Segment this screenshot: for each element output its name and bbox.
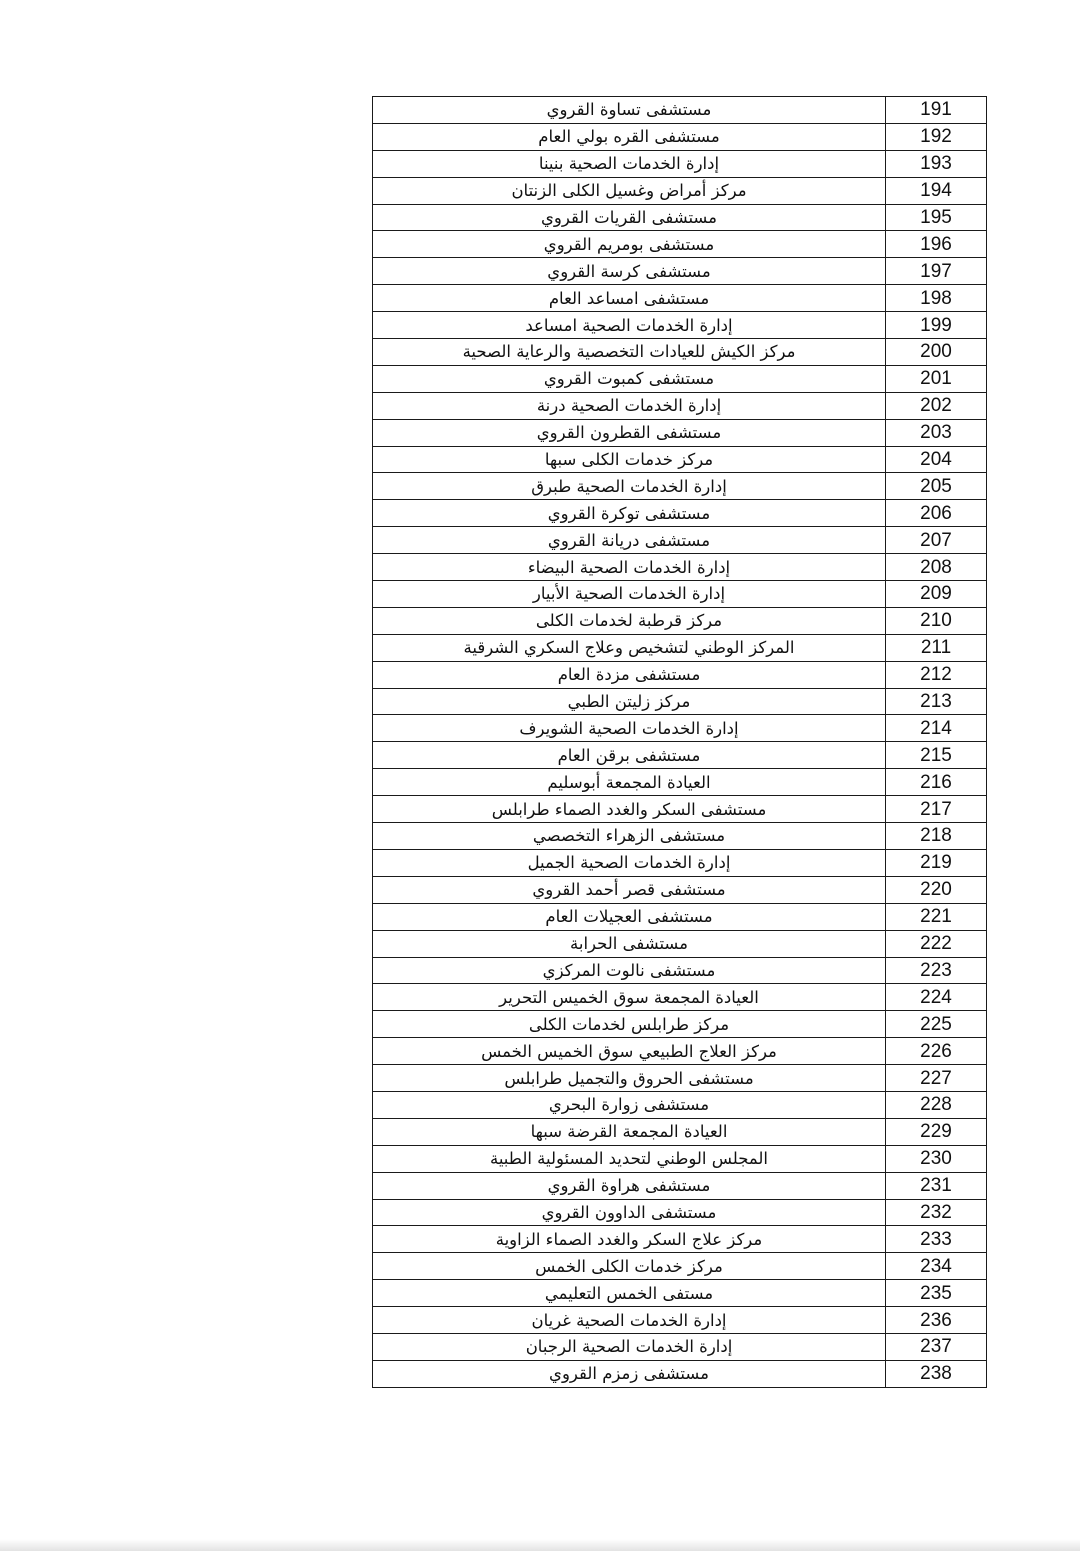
row-number: 225: [886, 1011, 987, 1038]
table-row: [373, 984, 987, 1011]
table-row: [373, 930, 987, 957]
row-number: 206: [886, 500, 987, 527]
facility-name: مركز الكيش للعيادات التخصصية والرعاية الصحية: [373, 339, 886, 366]
row-number: 230: [886, 1145, 987, 1172]
table-row: [373, 312, 987, 339]
table-row: [373, 419, 987, 446]
facility-table: [372, 96, 987, 1388]
table-row: [373, 688, 987, 715]
facility-name: مستشفى كرسة القروي: [373, 258, 886, 285]
facility-name: المجلس الوطني لتحديد المسئولية الطبية: [373, 1145, 886, 1172]
table-row: [373, 285, 987, 312]
row-number: 204: [886, 446, 987, 473]
facility-name: إدارة الخدمات الصحية درنة: [373, 392, 886, 419]
row-number: 214: [886, 715, 987, 742]
row-number: 226: [886, 1038, 987, 1065]
row-number: 233: [886, 1226, 987, 1253]
table-row: [373, 204, 987, 231]
table-row: [373, 1011, 987, 1038]
table-row: [373, 1091, 987, 1118]
facility-name: مركز خدمات الكلى الخمس: [373, 1253, 886, 1280]
facility-name: مركز العلاج الطبيعي سوق الخميس الخمس: [373, 1038, 886, 1065]
facility-name: مستشفى القريات القروي: [373, 204, 886, 231]
facility-name: مستشفى الزهراء التخصصي: [373, 823, 886, 850]
row-number: 222: [886, 930, 987, 957]
facility-name: مستشفى الحروق والتجميل طرابلس: [373, 1065, 886, 1092]
table-row: [373, 796, 987, 823]
table-row: [373, 339, 987, 366]
row-number: 238: [886, 1360, 987, 1387]
table-row: [373, 661, 987, 688]
row-number: 197: [886, 258, 987, 285]
row-number: 200: [886, 339, 987, 366]
facility-name: مستشفى الداوون القروي: [373, 1199, 886, 1226]
row-number: 218: [886, 823, 987, 850]
row-number: 234: [886, 1253, 987, 1280]
row-number: 219: [886, 849, 987, 876]
row-number: 192: [886, 123, 987, 150]
facility-name: مستشفى القره بولي العام: [373, 123, 886, 150]
table-row: [373, 903, 987, 930]
table-row: [373, 123, 987, 150]
row-number: 213: [886, 688, 987, 715]
facility-name: مستشفى الحرابة: [373, 930, 886, 957]
row-number: 203: [886, 419, 987, 446]
row-number: 232: [886, 1199, 987, 1226]
facility-name: مستشفى زمزم القروي: [373, 1360, 886, 1387]
table-row: [373, 258, 987, 285]
row-number: 207: [886, 527, 987, 554]
row-number: 198: [886, 285, 987, 312]
table-row: [373, 634, 987, 661]
table-row: [373, 554, 987, 581]
table-row: [373, 177, 987, 204]
table-row: [373, 1226, 987, 1253]
facility-name: إدارة الخدمات الصحية غريان: [373, 1307, 886, 1334]
facility-name: مستفى الخمس التعليمي: [373, 1280, 886, 1307]
table-row: [373, 1360, 987, 1387]
row-number: 220: [886, 876, 987, 903]
row-number: 236: [886, 1307, 987, 1334]
facility-name: العيادة المجمعة سوق الخميس التحرير: [373, 984, 886, 1011]
row-number: 199: [886, 312, 987, 339]
table-row: [373, 446, 987, 473]
table-row: [373, 1253, 987, 1280]
facility-name: العيادة المجمعة القرضة سبها: [373, 1118, 886, 1145]
facility-name: مركز أمراض وغسيل الكلى الزنتان: [373, 177, 886, 204]
facility-name: العيادة المجمعة أبوسليم: [373, 769, 886, 796]
table-row: [373, 527, 987, 554]
table-row: [373, 97, 987, 124]
table-row: [373, 1118, 987, 1145]
facility-name: مركز خدمات الكلى سبها: [373, 446, 886, 473]
table-row: [373, 715, 987, 742]
facility-name: إدارة الخدمات الصحية الرجبان: [373, 1333, 886, 1360]
row-number: 217: [886, 796, 987, 823]
table-row: [373, 876, 987, 903]
table-row: [373, 150, 987, 177]
facility-name: إدارة الخدمات الصحية البيضاء: [373, 554, 886, 581]
facility-name: مركز قرطبة لخدمات الكلى: [373, 607, 886, 634]
facility-name: مركز طرابلس لخدمات الكلى: [373, 1011, 886, 1038]
table-row: [373, 849, 987, 876]
facility-list: [372, 96, 987, 1388]
facility-name: مستشفى كمبوت القروي: [373, 365, 886, 392]
table-row: [373, 1145, 987, 1172]
row-number: 202: [886, 392, 987, 419]
table-row: [373, 607, 987, 634]
facility-name: إدارة الخدمات الصحية امساعد: [373, 312, 886, 339]
row-number: 211: [886, 634, 987, 661]
row-number: 201: [886, 365, 987, 392]
row-number: 223: [886, 957, 987, 984]
facility-name: مستشفى قصر أحمد القروي: [373, 876, 886, 903]
row-number: 196: [886, 231, 987, 258]
row-number: 195: [886, 204, 987, 231]
row-number: 221: [886, 903, 987, 930]
row-number: 193: [886, 150, 987, 177]
facility-name: إدارة الخدمات الصحية الأبيار: [373, 581, 886, 608]
table-row: [373, 1280, 987, 1307]
row-number: 205: [886, 473, 987, 500]
row-number: 216: [886, 769, 987, 796]
table-row: [373, 769, 987, 796]
facility-name: مستشفى العجيلات العام: [373, 903, 886, 930]
table-row: [373, 392, 987, 419]
facility-name: مستشفى توكرة القروي: [373, 500, 886, 527]
facility-name: مستشفى القطرون القروي: [373, 419, 886, 446]
row-number: 227: [886, 1065, 987, 1092]
facility-name: مركز علاج السكر والغدد الصماء الزاوية: [373, 1226, 886, 1253]
facility-name: إدارة الخدمات الصحية طبرق: [373, 473, 886, 500]
row-number: 209: [886, 581, 987, 608]
row-number: 228: [886, 1091, 987, 1118]
row-number: 212: [886, 661, 987, 688]
row-number: 235: [886, 1280, 987, 1307]
table-row: [373, 473, 987, 500]
facility-name: مستشفى دريانة القروي: [373, 527, 886, 554]
row-number: 194: [886, 177, 987, 204]
row-number: 208: [886, 554, 987, 581]
table-row: [373, 1065, 987, 1092]
table-row: [373, 581, 987, 608]
facility-name: مستشفى نالوت المركزي: [373, 957, 886, 984]
facility-name: مستشفى برقن العام: [373, 742, 886, 769]
table-row: [373, 1199, 987, 1226]
table-row: [373, 1333, 987, 1360]
facility-name: مستشفى بومريم القروي: [373, 231, 886, 258]
facility-name: مركز زليتن الطبي: [373, 688, 886, 715]
row-number: 224: [886, 984, 987, 1011]
row-number: 229: [886, 1118, 987, 1145]
row-number: 215: [886, 742, 987, 769]
facility-name: المركز الوطني لتشخيص وعلاج السكري الشرقية: [373, 634, 886, 661]
table-row: [373, 365, 987, 392]
table-row: [373, 1038, 987, 1065]
table-row: [373, 1307, 987, 1334]
facility-name: إدارة الخدمات الصحية الشويرف: [373, 715, 886, 742]
table-body: [373, 97, 987, 1388]
facility-name: إدارة الخدمات الصحية الجميل: [373, 849, 886, 876]
page-bottom-edge: [0, 1539, 1080, 1551]
table-row: [373, 1172, 987, 1199]
table-row: [373, 957, 987, 984]
facility-name: مستشفى تساوة القروي: [373, 97, 886, 124]
row-number: 237: [886, 1333, 987, 1360]
facility-name: مستشفى زوارة البحري: [373, 1091, 886, 1118]
facility-name: مستشفى مزدة العام: [373, 661, 886, 688]
row-number: 231: [886, 1172, 987, 1199]
facility-name: مستشفى هراوة القروي: [373, 1172, 886, 1199]
table-row: [373, 231, 987, 258]
facility-name: مستشفى امساعد العام: [373, 285, 886, 312]
row-number: 210: [886, 607, 987, 634]
facility-name: إدارة الخدمات الصحية بنينا: [373, 150, 886, 177]
facility-name: مستشفى السكر والغدد الصماء طرابلس: [373, 796, 886, 823]
row-number: 191: [886, 97, 987, 124]
table-row: [373, 742, 987, 769]
table-row: [373, 823, 987, 850]
table-row: [373, 500, 987, 527]
